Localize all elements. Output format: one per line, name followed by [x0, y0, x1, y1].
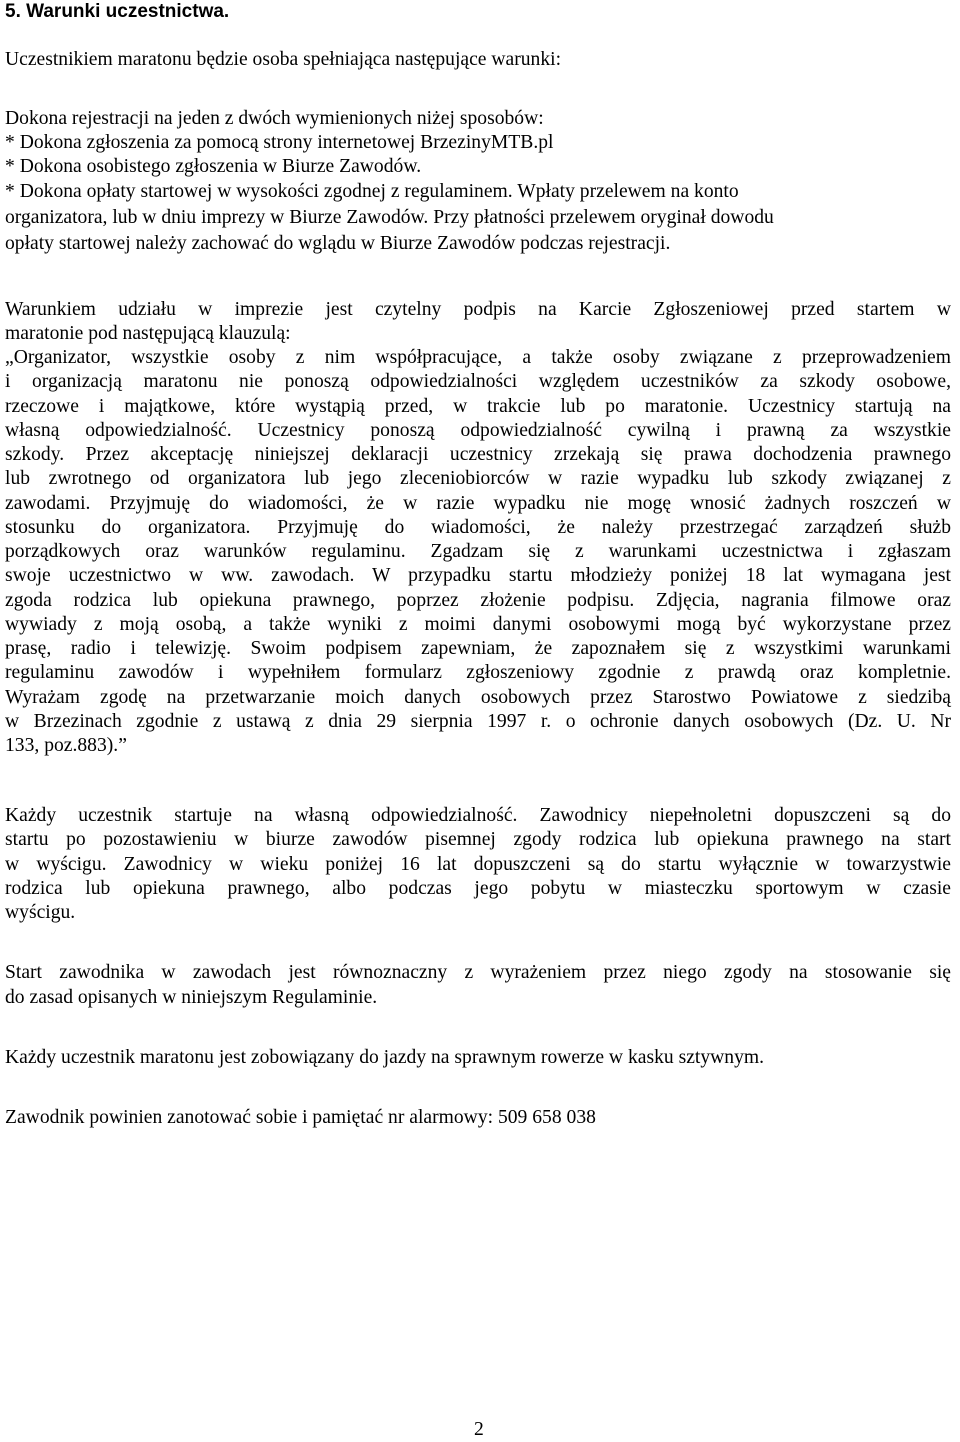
clause-line: Wyrażam zgodę na przetwarzanie moich danych osobowych przez Starostwo Powiatowe z siedzibą: [5, 687, 951, 708]
clause-line: i organizacją maratonu nie ponoszą odpowiedzialności względem uczestników za szkody osobowe,: [5, 371, 951, 392]
registration-line: * Dokona zgłoszenia za pomocą strony internetowej BrzezinyMTB.pl: [5, 132, 554, 153]
clause-line: lub zwrotnego od organizatora lub jego zleceniobiorców w razie wypadku lub szkody związanej z: [5, 468, 951, 489]
alarm-number-line: Zawodnik powinien zanotować sobie i pamiętać nr alarmowy: 509 658 038: [5, 1107, 596, 1128]
clause-line: wywiady z moją osobą, a także wyniki z moimi danymi osobowymi mogą być wykorzystane przez: [5, 614, 951, 635]
clause-line: porządkowych oraz warunków regulaminu. Zgadzam się z warunkami uczestnictwa i zgłaszam: [5, 541, 951, 562]
consent-line: Start zawodnika w zawodach jest równoznaczny z wyrażeniem przez niego zgody na stosowanie się: [5, 962, 951, 983]
intro-line: Uczestnikiem maratonu będzie osoba spełniająca następujące warunki:: [5, 49, 562, 70]
clause-line: stosunku do organizatora. Przyjmuję do wiadomości, że należy przestrzegać zarządzeń służb: [5, 517, 951, 538]
helmet-line: Każdy uczestnik maratonu jest zobowiązany do jazdy na sprawnym rowerze w kasku sztywnym.: [5, 1047, 765, 1068]
clause-line: Warunkiem udziału w imprezie jest czytelny podpis na Karcie Zgłoszeniowej przed startem w: [5, 299, 951, 320]
responsibility-line: rodzica lub opiekuna prawnego, albo podczas jego pobytu w miasteczku sportowym w czasie: [5, 878, 951, 899]
clause-line: maratonie pod następującą klauzulą:: [5, 323, 291, 344]
registration-line: organizatora, lub w dniu imprezy w Biurze Zawodów. Przy płatności przelewem oryginał dowodu: [5, 207, 774, 228]
responsibility-line: startu po pozostawieniu w biurze zawodów pisemnej zgody rodzica lub opiekuna prawnego na start: [5, 829, 951, 850]
clause-line: zgoda rodzica lub opiekuna prawnego, poprzez złożenie podpisu. Zdjęcia, nagrania filmowe oraz: [5, 590, 951, 611]
registration-line: * Dokona opłaty startowej w wysokości zgodnej z regulaminem. Wpłaty przelewem na konto: [5, 181, 739, 202]
registration-line: Dokona rejestracji na jeden z dwóch wymienionych niżej sposobów:: [5, 108, 544, 129]
clause-line: szkody. Przez akceptację niniejszej deklaracji uczestnicy zrzekają się prawa dochodzenia prawnego: [5, 444, 951, 465]
registration-line: opłaty startowej należy zachować do wglądu w Biurze Zawodów podczas rejestracji.: [5, 233, 671, 254]
responsibility-line: Każdy uczestnik startuje na własną odpowiedzialność. Zawodnicy niepełnoletni dopuszczeni są do: [5, 805, 951, 826]
clause-line: zawodami. Przyjmuję do wiadomości, że w razie wypadku nie mogę wnosić żadnych roszczeń w: [5, 493, 951, 514]
consent-line: do zasad opisanych w niniejszym Regulaminie.: [5, 987, 378, 1008]
responsibility-line: wyścigu.: [5, 902, 76, 923]
clause-line: rzeczowe i majątkowe, które wystąpią przed, w trakcie lub po maratonie. Uczestnicy startują na: [5, 396, 951, 417]
clause-line: „Organizator, wszystkie osoby z nim współpracujące, a także osoby związane z przeprowadzeniem: [5, 347, 951, 368]
clause-line: w Brzezinach zgodnie z ustawą z dnia 29 sierpnia 1997 r. o ochronie danych osobowych (Dz. U. Nr: [5, 711, 951, 732]
clause-line: regulaminu zawodów i wypełniłem formularz zgłoszeniowy zgodnie z prawdą oraz kompletnie.: [5, 662, 951, 683]
clause-line: swoje uczestnictwo w ww. zawodach. W przypadku startu młodzieży poniżej 18 lat wymagana jest: [5, 565, 951, 586]
responsibility-line: w wyścigu. Zawodnicy w wieku poniżej 16 lat dopuszczeni są do startu wyłącznie w towarzystwie: [5, 854, 951, 875]
section-heading: 5. Warunki uczestnictwa.: [5, 1, 230, 22]
registration-line: * Dokona osobistego zgłoszenia w Biurze Zawodów.: [5, 156, 422, 177]
clause-line: 133, poz.883).”: [5, 735, 127, 756]
clause-line: własną odpowiedzialność. Uczestnicy ponoszą odpowiedzialność cywilną i prawną za wszystkie: [5, 420, 951, 441]
clause-line: prasę, radio i telewizję. Swoim podpisem zapewniam, że zapoznałem się z wszystkimi warunkami: [5, 638, 951, 659]
page-number: 2: [474, 1419, 484, 1440]
